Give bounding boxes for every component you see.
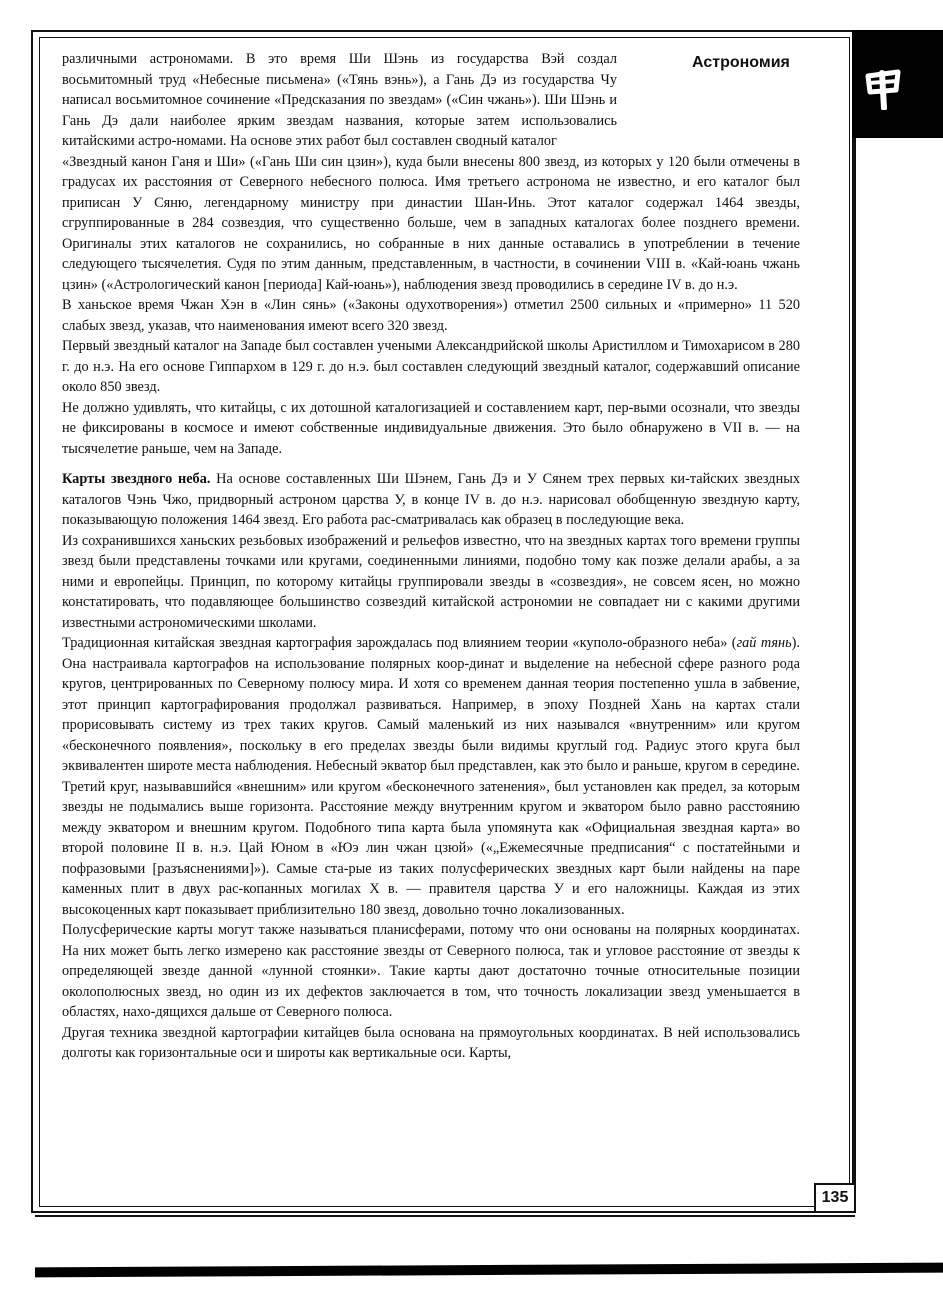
paragraph: Первый звездный каталог на Западе был составлен учеными Александрийской школы Аристиллом и Тимохарисом в 280 г. до н.э. На его основе Гиппархом в 129 г. до н.э. был составлен следующий звездный каталог, содержавший описание около 850 звезд. bbox=[62, 338, 800, 395]
paragraph: «Звездный канон Ганя и Ши» («Гань Ши син цзин»), куда были внесены 800 звезд, из которых у 120 были отмечены в градусах их расстояния от Северного небесного полюса. Имя третьего астронома не известно, и его каталог был приписан У Сяню, легендарному министру при династии Шан-Инь. Этот каталог содержал 1464 звезды, сгруппированные в 284 созвездия, что существенно больше, чем в западных каталогах более позднего времени. Оригиналы этих каталогов не сохранились, но собранные в них данные оставались в употреблении в течение следующего тысячелетия. Судя по этим данным, представленным, в частности, в сочинении VIII в. «Кай-юань чжань цзин» («Астрологический канон [периода] Кай-юань»), наблюдения звезд проводились в середине IV в. до н.э. bbox=[62, 153, 800, 293]
article-body bbox=[62, 49, 800, 1064]
paragraph-text: На основе составленных Ши Шэнем, Гань Дэ и У Сянем трех первых ки-тайских звездных каталогов Чэнь Чжо, придворный астроном царства У, в конце IV в. до н.э. нарисовал обобщенную звездную карту, показывающую положения 1464 звезд. Его работа рас-сматривалась как образец в последующие века. bbox=[62, 471, 800, 528]
section-title: Астрономия bbox=[692, 54, 790, 71]
section-tab bbox=[852, 30, 943, 138]
paragraph bbox=[62, 633, 800, 920]
side-rule bbox=[852, 138, 856, 1213]
italic-term: гай тянь bbox=[736, 635, 792, 651]
paragraph: Из сохранившихся ханьских резьбовых изображений и рельефов известно, что на звездных картах того времени группы звезд были представлены точками или кругами, соединенными линиями, подобно тому как позже делали арабы, а за ними и европейцы. Принцип, по которому китайцы группировали звезды в «созвездия», не совсем ясен, но можно констатировать, что подавляющее большинство созвездий китайской астрономии не совпадает ни с какими другими известными астрономическими школами. bbox=[62, 532, 800, 631]
paragraph: Другая техника звездной картографии китайцев была основана на прямоугольных координатах. В ней использовались долготы как горизонтальные оси и широты как вертикальные оси. Карты, bbox=[62, 1024, 800, 1061]
paragraph-text: ). Она настраивала картографов на использование полярных коор-динат и выделение на небесной сфере разного рода кругов, центрированных по Северному полюсу мира. И хотя со временем данная теория постепенно ушла в забвение, этот принцип картографирования продолжал развиваться. Например, в эпоху Поздней Хань на картах стали прорисовывать систему из трех таких кругов. Самый маленький из них назывался «внутренним» или кругом «бесконечного появления», поскольку в его пределах звезды были видимы круглый год. Радиус этого круга был эквивалентен широте места наблюдения. Небесный экватор был представлен, как это было и раньше, кругом в середине. Третий круг, называвшийся «внешним» или кругом «бесконечного затенения», был установлен как предел, за которым звезды не подымались выше горизонта. Расстояние между внутренним кругом и экватором было равно расстоянию между экватором и внешним кругом. Подобного типа карта была упомянута как «Официальная звездная карта» во второй половине II в. н.э. Цай Юном в «Юэ лин чжан цзюй» («„Ежемесячные предписания“ с постатейными и пофразовыми [разъяснениями]»). Самые ста-рые из таких полусферических звездных карт были найдены на паре каменных плит в двух рас-копанных могилах X в. — правителя царства У и его наложницы. Каждая из этих высокоценных карт показывает приблизительно 180 звезд, довольно точно локализованных. bbox=[62, 635, 800, 918]
paragraph: Полусферические карты могут также называться планисферами, потому что они основаны на полярных координатах. На них может быть легко измерено как расстояние звезды от Северного полюса, так и угловое расстояние от звезды к определяющей звезде данной «лунной стоянки». Такие карты дают достаточно точные относительные позиции околополюсных звезд, но один из их дефектов заключается в том, что точность локализации звезд уменьшается в областях, нахо-дящихся дальше от Северного полюса. bbox=[62, 922, 800, 1020]
page-number: 135 bbox=[814, 1183, 854, 1211]
scan-edge-bar bbox=[35, 1263, 943, 1278]
paragraph-text: Традиционная китайская звездная картография зарождалась под влиянием теории «куполо-образного неба» ( bbox=[62, 635, 737, 651]
paragraph: различными астрономами. В это время Ши Шэнь из государства Вэй создал восьмитомный труд «Небесные письмена» («Тянь вэнь»), а Гань Дэ из государства Чу написал восьмитомное сочинение «Предсказания по звездам» («Син чжань»). Ши Шэнь и Гань Дэ дали наиболее ярким звездам названия, которые затем использовались китайскими астро-номами. На основе этих работ был составлен сводный каталог bbox=[62, 51, 617, 149]
bottom-rule bbox=[35, 1215, 855, 1217]
paragraph: В ханьское время Чжан Хэн в «Лин сянь» («Законы одухотворения») отметил 2500 сильных и «примерно» 11 520 слабых звезд, указав, что наименования имеют всего 320 звезд. bbox=[62, 297, 800, 334]
paragraph: Не должно удивлять, что китайцы, с их дотошной каталогизацией и составлением карт, пер-выми осознали, что звезды не фиксированы в космосе и имеют собственные индивидуальные движения. Это было обнаружено в VII в. — на тысячелетие раньше, чем на Западе. bbox=[62, 399, 800, 457]
chinese-character-icon bbox=[860, 64, 906, 110]
subsection-heading: Карты звездного неба. bbox=[62, 471, 211, 487]
paragraph bbox=[62, 469, 800, 531]
